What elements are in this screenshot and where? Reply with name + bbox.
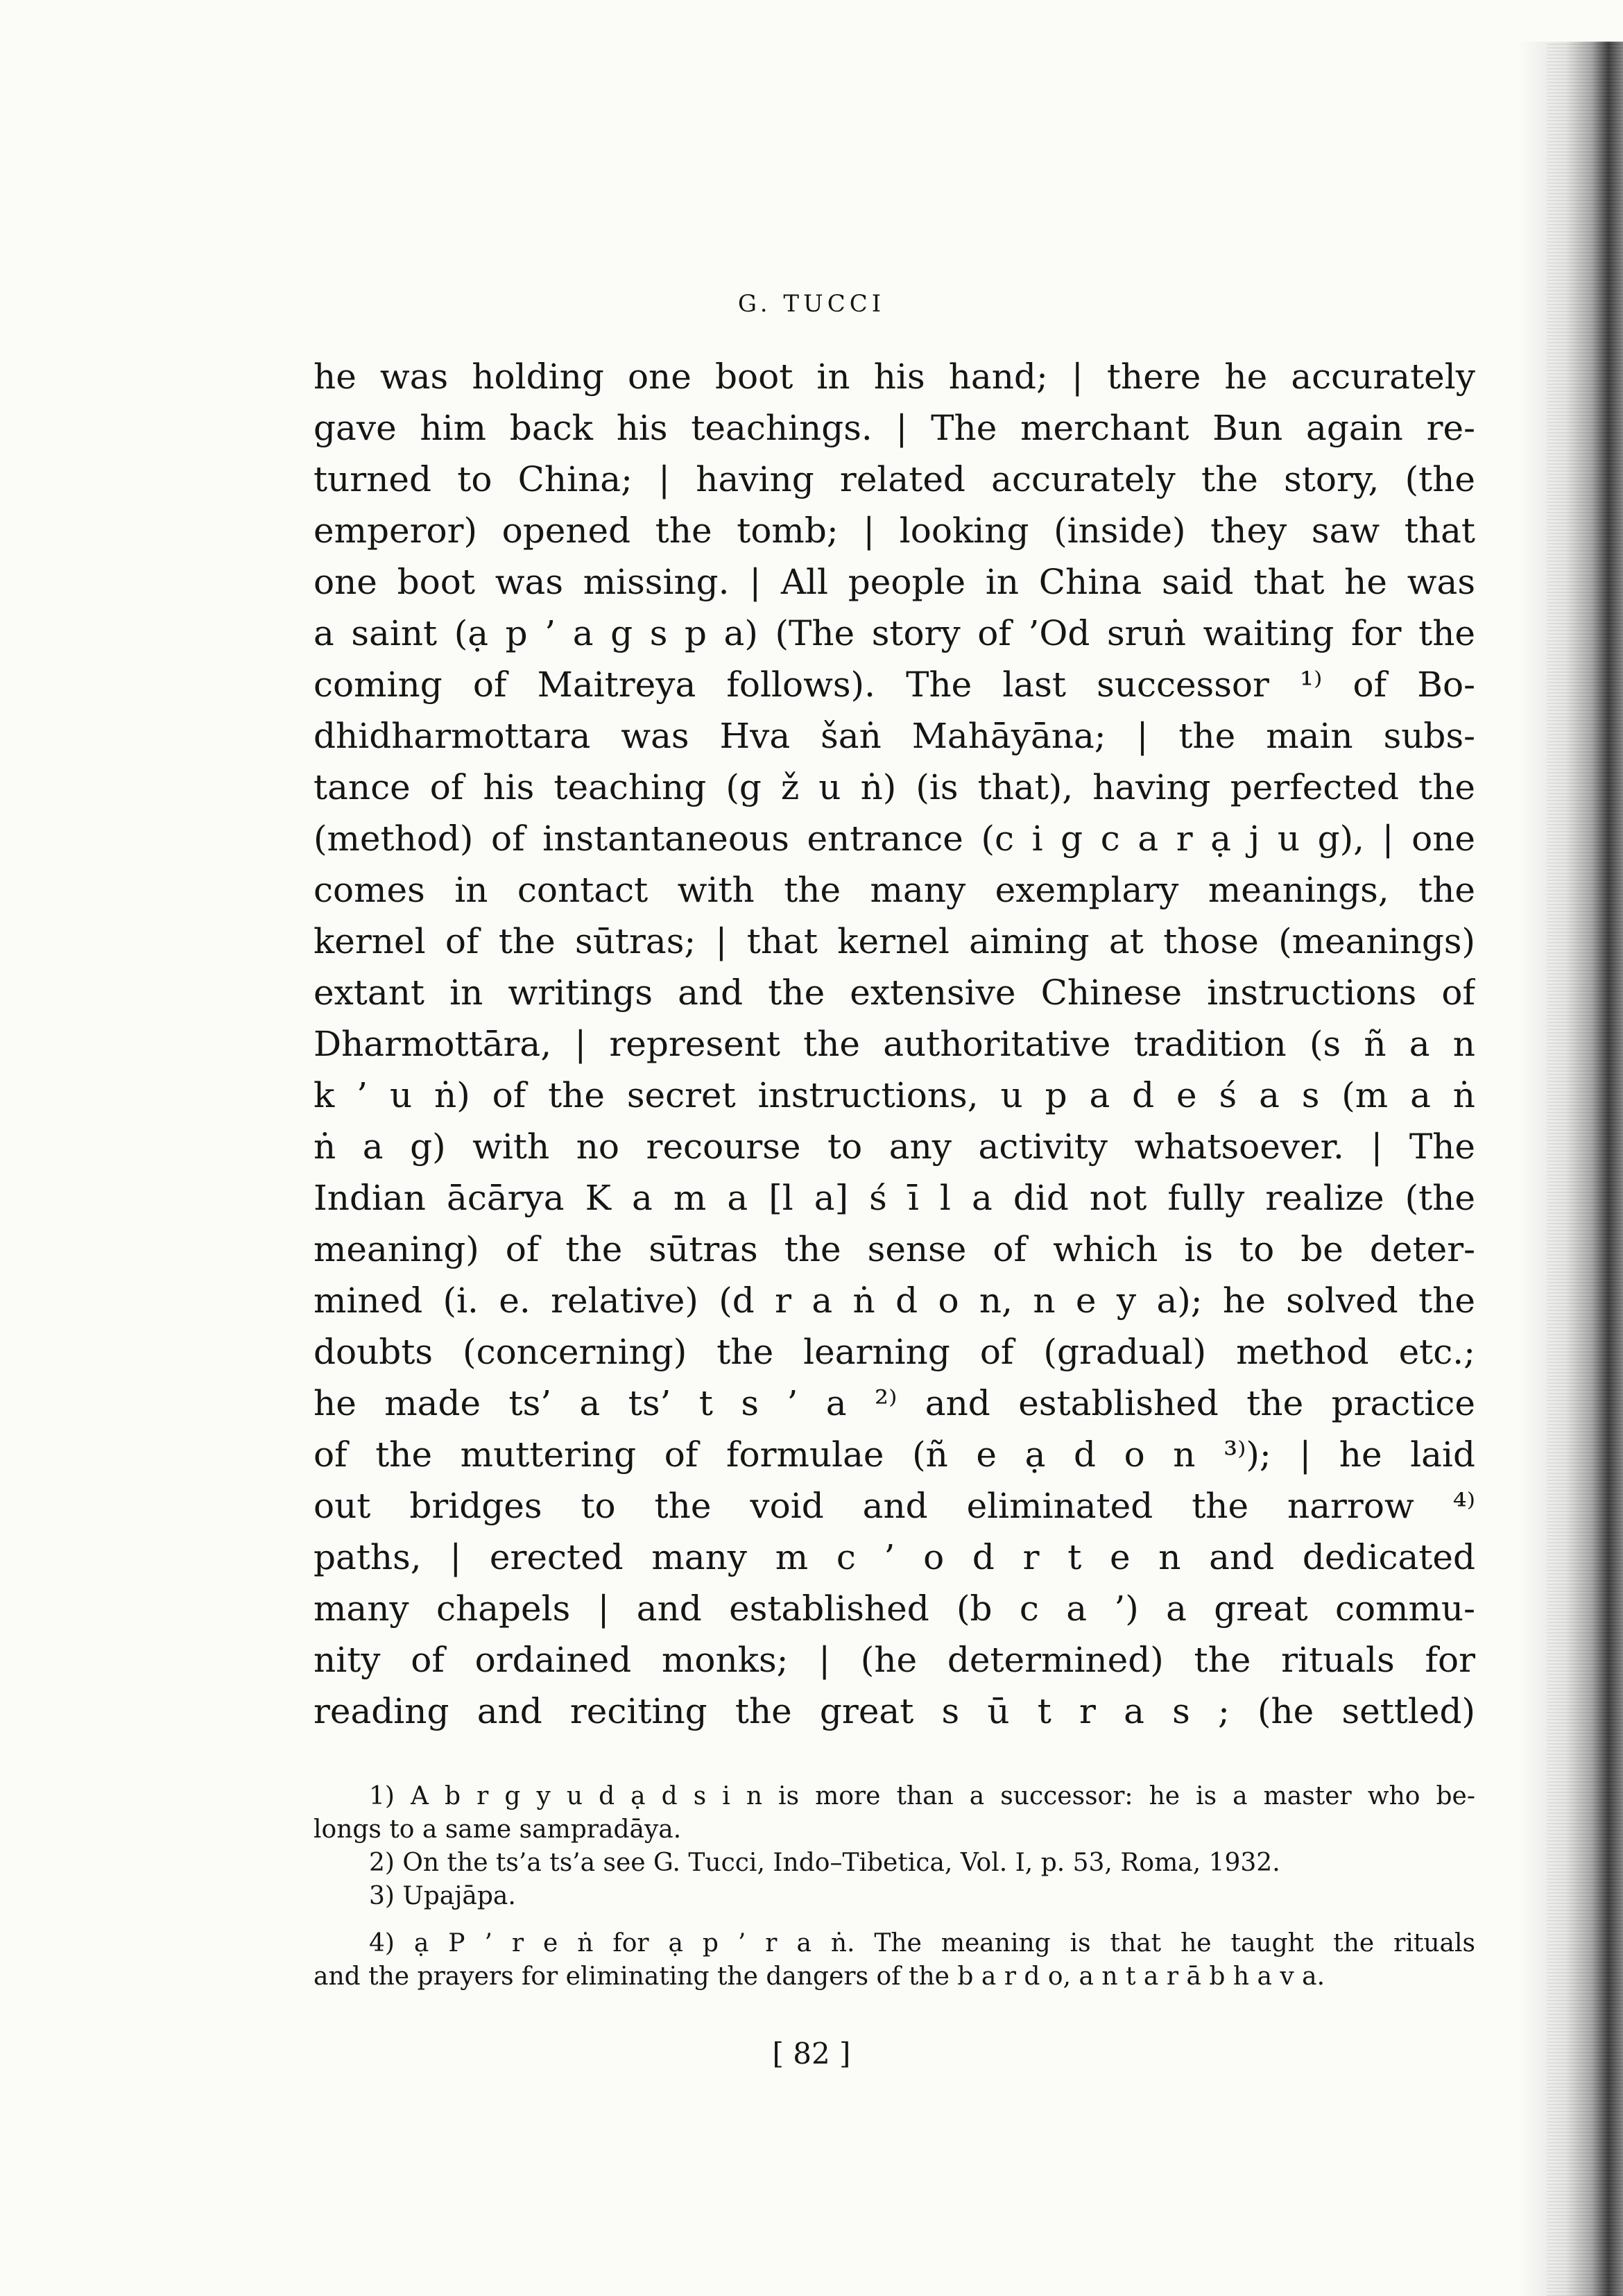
body-line: k ’ u ṅ) of the secret instructions, u p a d e ś a s (m a ṅ: [314, 1075, 1475, 1115]
body-line: coming of Maitreya follows). The last successor ¹⁾ of Bo-: [314, 665, 1475, 705]
footnote-line: 4) ạ P ’ r e ṅ for ạ p ’ r a ṅ. The meaning is that he taught the rituals: [369, 1929, 1475, 1957]
body-line: out bridges to the void and eliminated the narrow ⁴⁾: [314, 1486, 1475, 1526]
page-number: [ 82 ]: [772, 2037, 851, 2071]
footnote-gap: [314, 1913, 1475, 1927]
footnote-line: longs to a same sampradāya.: [314, 1815, 682, 1844]
body-line: he was holding one boot in his hand; | there he accurately: [314, 357, 1475, 397]
body-line: mined (i. e. relative) (d r a ṅ d o n, n e y a); he solved the: [314, 1280, 1475, 1321]
body-line: emperor) opened the tomb; | looking (inside) they saw that: [314, 511, 1475, 551]
footnote-line: and the prayers for eliminating the dangers of the b a r d o, a n t a r ā b h a v a.: [314, 1962, 1325, 1991]
body-line: he made ts’ a ts’ t s ’ a ²⁾ and established the practice: [314, 1383, 1475, 1423]
body-line: gave him back his teachings. | The merchant Bun again re-: [314, 408, 1475, 448]
body-line: (method) of instantaneous entrance (c i g c a r ạ j u g), | one: [314, 819, 1475, 859]
body-line: extant in writings and the extensive Chinese instructions of: [314, 973, 1475, 1013]
body-line: reading and reciting the great s ū t r a s ; (he settled): [314, 1691, 1475, 1731]
body-line: of the muttering of formulae (ñ e ạ d o n ³⁾); | he laid: [314, 1434, 1475, 1475]
body-line: nity of ordained monks; | (he determined) the rituals for: [314, 1640, 1475, 1680]
body-line: meaning) of the sūtras the sense of which is to be deter-: [314, 1229, 1475, 1269]
body-text: [314, 351, 1475, 1737]
binding-shadow-texture: [1547, 42, 1623, 2296]
body-line: paths, | erected many m c ’ o d r t e n and dedicated: [314, 1537, 1475, 1577]
body-line: turned to China; | having related accurately the story, (the: [314, 459, 1475, 499]
body-line: one boot was missing. | All people in China said that he was: [314, 562, 1475, 602]
body-line: dhidharmottara was Hva šaṅ Mahāyāna; | the main subs-: [314, 716, 1475, 756]
body-line: comes in contact with the many exemplary meanings, the: [314, 870, 1475, 910]
body-line: Dharmottāra, | represent the authoritative tradition (s ñ a n: [314, 1024, 1475, 1064]
body-line: ṅ a g) with no recourse to any activity whatsoever. | The: [314, 1126, 1475, 1167]
running-head: G. TUCCI: [737, 290, 886, 318]
body-line: a saint (ạ p ’ a g s p a) (The story of ’Od sruṅ waiting for the: [314, 613, 1475, 653]
footnote-line: 2) On the ts’a ts’a see G. Tucci, Indo–Tibetica, Vol. I, p. 53, Roma, 1932.: [369, 1849, 1280, 1877]
body-line: Indian ācārya K a m a [l a] ś ī l a did not fully realize (the: [314, 1178, 1475, 1218]
footnote-line: 1) A b r g y u d ạ d s i n is more than a successor: he is a master who be-: [369, 1782, 1475, 1810]
footnotes: [314, 1780, 1475, 1994]
body-line: many chapels | and established (b c a ’) a great commu-: [314, 1588, 1475, 1629]
body-line: tance of his teaching (g ž u ṅ) (is that), having perfected the: [314, 767, 1475, 807]
body-line: doubts (concerning) the learning of (gradual) method etc.;: [314, 1332, 1475, 1372]
footnote-line: 3) Upajāpa.: [369, 1882, 516, 1910]
body-line: kernel of the sūtras; | that kernel aiming at those (meanings): [314, 921, 1475, 961]
